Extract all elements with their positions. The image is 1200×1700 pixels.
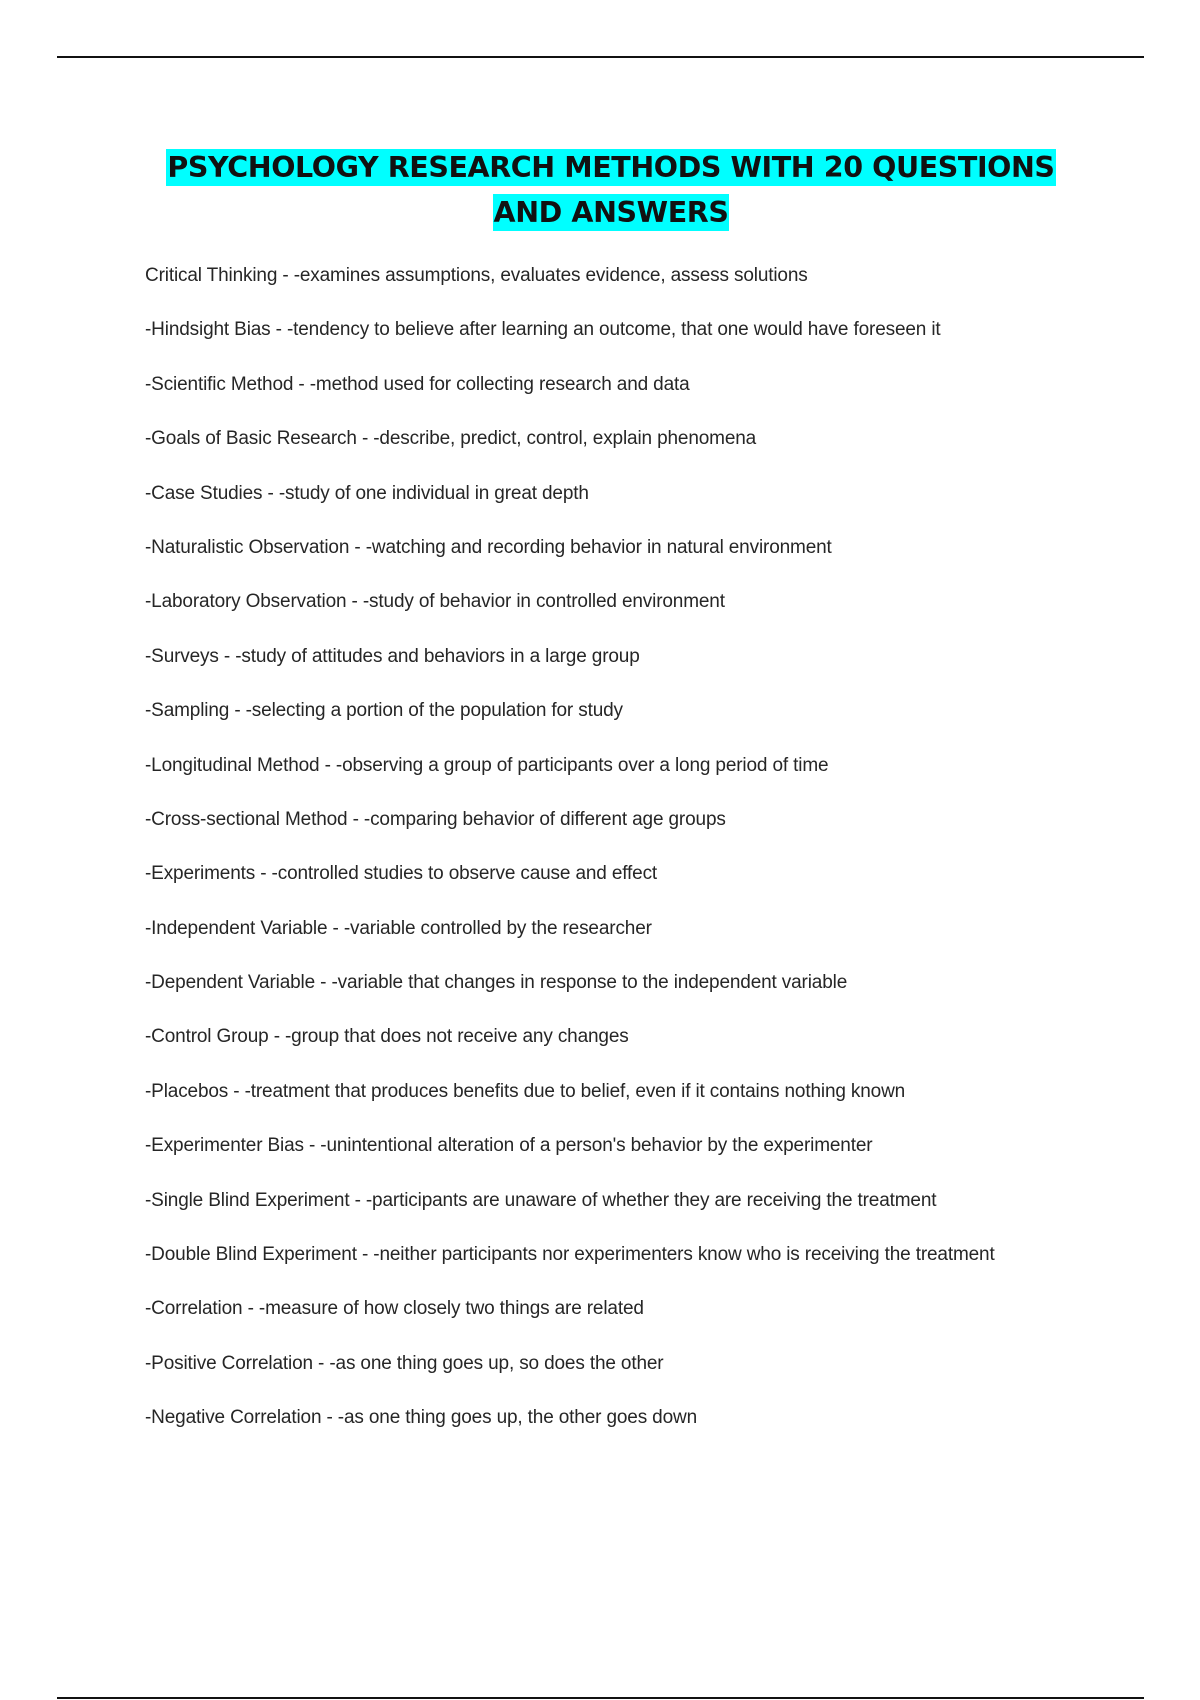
term-entry: Critical Thinking - -examines assumptions, evaluates evidence, assess solutions [145, 265, 808, 286]
footer-rule [57, 1697, 1144, 1699]
term-entry: -Correlation - -measure of how closely two things are related [145, 1298, 644, 1320]
term-entry: -Dependent Variable - -variable that changes in response to the independent variable [145, 972, 848, 994]
term-entry: -Naturalistic Observation - -watching and recording behavior in natural environment [145, 536, 832, 558]
header-rule [57, 56, 1144, 58]
term-entry: -Experimenter Bias - -unintentional alteration of a person's behavior by the experimenter [145, 1135, 873, 1157]
term-entry: -Sampling - -selecting a portion of the population for study [145, 700, 623, 722]
term-list [145, 262, 1155, 1459]
term-entry: -Positive Correlation - -as one thing goes up, so does the other [145, 1352, 664, 1374]
term-entry: -Laboratory Observation - -study of behavior in controlled environment [145, 591, 725, 613]
term-entry: -Longitudinal Method - -observing a group of participants over a long period of time [145, 754, 829, 776]
term-entry: -Case Studies - -study of one individual in great depth [145, 482, 589, 504]
term-entry: -Experiments - -controlled studies to observe cause and effect [145, 863, 658, 885]
term-entry: -Goals of Basic Research - -describe, predict, control, explain phenomena [145, 428, 757, 450]
document-title [140, 145, 1082, 235]
term-entry: -Scientific Method - -method used for collecting research and data [145, 373, 690, 395]
term-entry: -Double Blind Experiment - -neither participants nor experimenters know who is receiving the treatment [145, 1244, 995, 1266]
term-entry: -Negative Correlation - -as one thing goes up, the other goes down [145, 1407, 697, 1429]
title-highlight: PSYCHOLOGY RESEARCH METHODS WITH 20 QUESTIONS AND ANSWERS [167, 151, 1055, 229]
term-entry: -Hindsight Bias - -tendency to believe after learning an outcome, that one would have foreseen it [145, 319, 941, 341]
term-entry: -Cross-sectional Method - -comparing behavior of different age groups [145, 808, 726, 830]
term-entry: -Placebos - -treatment that produces benefits due to belief, even if it contains nothing known [145, 1080, 906, 1102]
term-entry: -Surveys - -study of attitudes and behaviors in a large group [145, 645, 640, 667]
term-entry: -Independent Variable - -variable controlled by the researcher [145, 917, 652, 939]
term-entry: -Single Blind Experiment - -participants are unaware of whether they are receiving the treatment [145, 1189, 937, 1211]
term-entry: -Control Group - -group that does not receive any changes [145, 1026, 629, 1048]
